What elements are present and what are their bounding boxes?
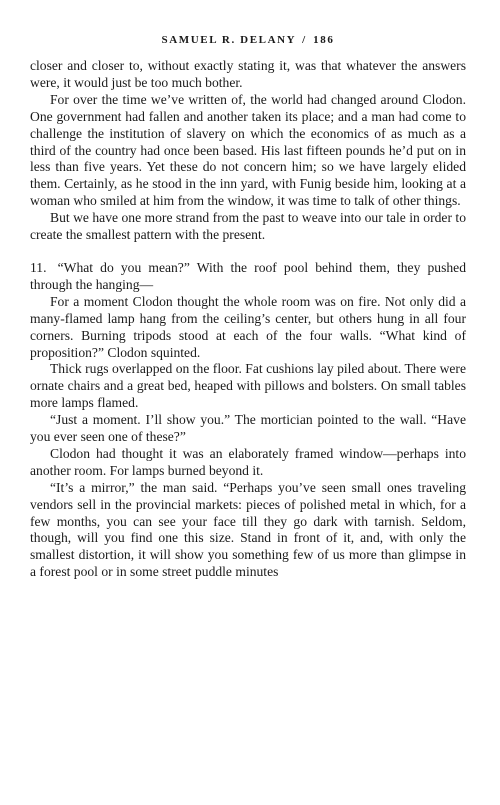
book-page	[30, 34, 466, 581]
paragraph-1: closer and closer to, without exactly stating it, was that whatever the answers were, it would just be too much bother.	[30, 58, 466, 90]
paragraph-7: “Just a moment. I’ll show you.” The mortician pointed to the wall. “Have you ever seen one of these?”	[30, 412, 466, 445]
page-number: 186	[313, 34, 335, 46]
paragraph-8: Clodon had thought it was an elaborately framed window—perhaps into another room. For lamps burned beyond it.	[30, 445, 466, 478]
running-head	[30, 34, 466, 46]
paragraph-6: Thick rugs overlapped on the floor. Fat cushions lay piled about. There were ornate chairs and a great bed, heaped with pillows and bolsters. On small tables more lamps flamed.	[30, 361, 466, 411]
running-head-author: SAMUEL R. DELANY	[161, 34, 296, 46]
section-opening-paragraph	[30, 260, 466, 294]
body-text	[30, 58, 466, 581]
section-opening-text: “What do you mean?” With the roof pool behind them, they pushed through the hanging—	[30, 259, 466, 292]
section-break	[30, 244, 466, 260]
paragraph-9: “It’s a mirror,” the man said. “Perhaps you’ve seen small ones traveling vendors sell in the provincial markets: pieces of polished metal in which, for a few months, you can see your face till they go dark with tarnish. Seldom, though, will you find one this size. Stand in front of it, and, with only the smallest distortion, it will show you something few of us more than glimpse in a forest pool or in some street puddle minutes	[30, 479, 466, 580]
running-head-separator: /	[302, 34, 307, 46]
paragraph-5: For a moment Clodon thought the whole room was on fire. Not only did a many-flamed lamp hang from the ceiling’s center, but others hung in all four corners. Burning tripods stood at each of the four walls. “What kind of proposition?” Clodon squinted.	[30, 293, 466, 360]
section-number: 11.	[30, 259, 47, 275]
paragraph-3: But we have one more strand from the past to weave into our tale in order to create the smallest pattern with the present.	[30, 210, 466, 243]
paragraph-2: For over the time we’ve written of, the world had changed around Clodon. One government had fallen and another taken its place; and a man had come to challenge the institution of slavery on which the economics of as much as a third of the country had once been based. His last fifteen pounds he’d put on in less than five years. Yet these do not concern him; so we have largely elided them. Certainly, as he stood in the inn yard, with Funig beside him, looking at a woman who smiled at him from the window, it was time to talk of other things.	[30, 91, 466, 209]
